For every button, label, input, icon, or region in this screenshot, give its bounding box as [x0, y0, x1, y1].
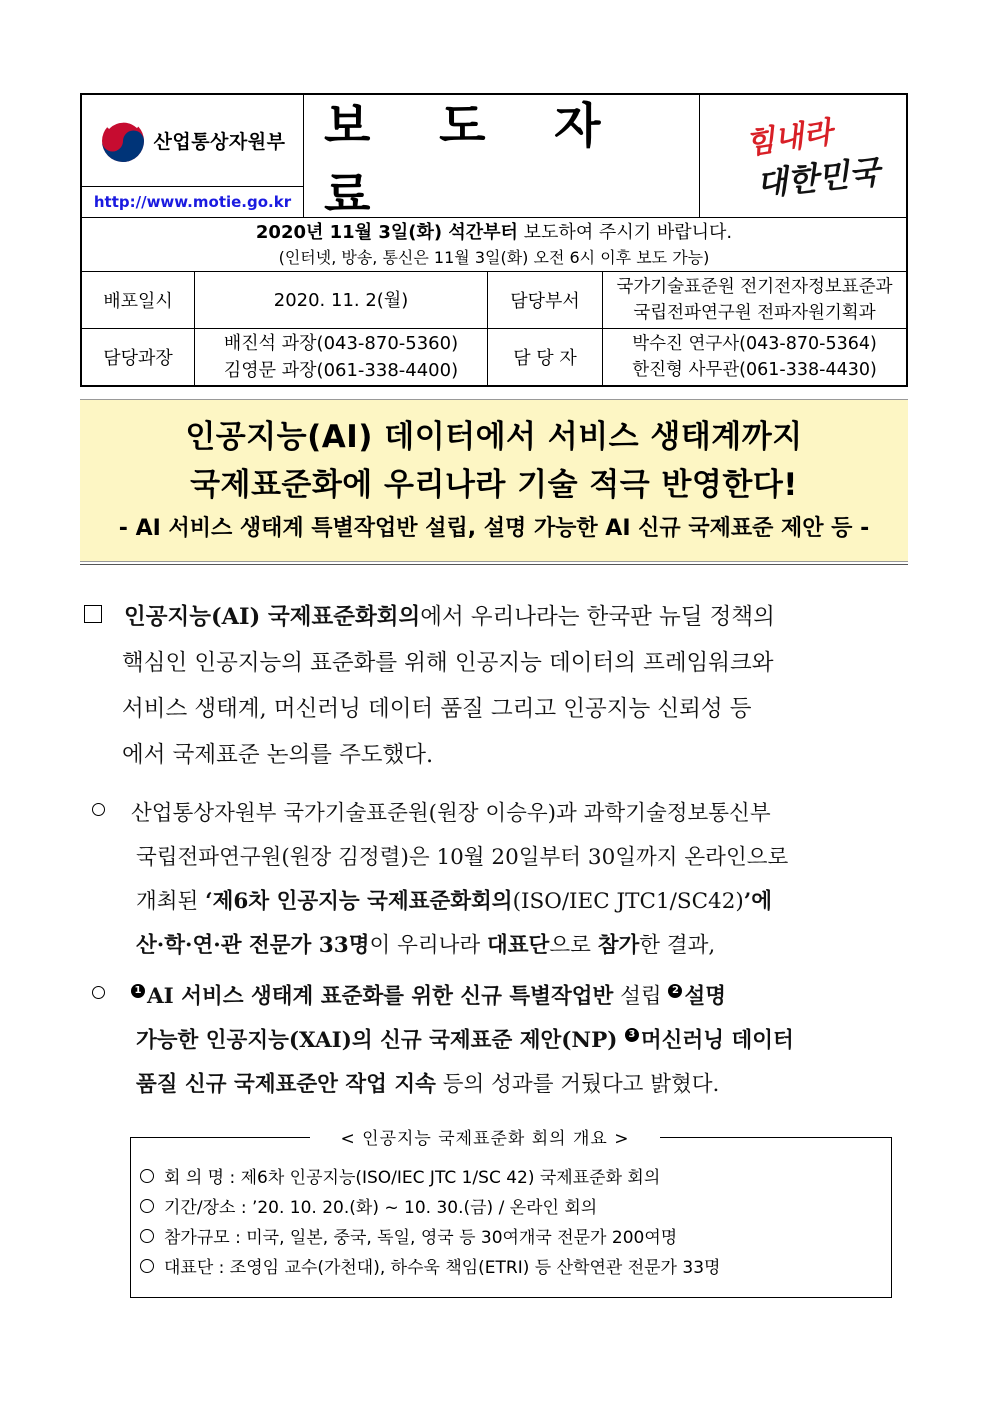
headline-line-1: 인공지능(AI) 데이터에서 서비스 생태계까지: [185, 418, 803, 455]
circle-bullet-icon: [92, 986, 105, 999]
meeting-name: ‘제6차 인공지능 국제표준화회의: [205, 889, 513, 914]
detail-text: 등의 성과를 거뒀다고 밝혔다.: [435, 1072, 720, 1097]
dept-2: 국립전파연구원 전파자원기획과: [633, 303, 876, 323]
dept-label: 담당부서: [488, 272, 603, 328]
overview-item: [140, 1193, 720, 1223]
ministry-name: 산업통상자원부: [153, 131, 286, 153]
detail-line: [92, 924, 912, 968]
achievement-3: 머신러닝 데이터: [640, 1028, 794, 1053]
ministry-logo-cell: [82, 95, 304, 217]
lead-bold: 인공지능(AI) 국제표준화회의: [124, 604, 421, 630]
detail-text: 개최된: [136, 889, 206, 914]
detail-text: 이 우리나라: [369, 933, 488, 958]
overview-title: < 인공지능 국제표준화 회의 개요 >: [310, 1124, 660, 1149]
achievement-2: 가능한 인공지능(XAI)의 신규 국제표준 제안(NP): [136, 1028, 625, 1053]
slogan-line-1: 힘내라: [742, 115, 834, 162]
press-release-header: [80, 93, 908, 387]
number-2-icon: 2: [668, 984, 682, 998]
dept-values: [603, 272, 906, 328]
slogan-line-2: 대한민국: [754, 152, 882, 204]
detail-text: ’에: [743, 889, 773, 914]
lead-text: 에서 우리나라는 한국판 뉴딜 정책의: [420, 604, 775, 630]
staff-2: 한진형 사무관(061-338-4430): [632, 360, 877, 380]
lead-paragraph: [84, 594, 914, 778]
overview-item-text: 대표단 : 조영임 교수(가천대), 하수욱 책임(ETRI) 등 산학연관 전문가 33명: [164, 1258, 721, 1278]
experts-count: 산·학·연·관 전문가 33명: [136, 933, 370, 958]
checkbox-square-icon: [84, 605, 102, 623]
lead-line: 핵심인 인공지능의 표준화를 위해 인공지능 데이터의 프레임워크와: [122, 650, 774, 676]
achievement-2: 설명: [684, 984, 727, 1009]
ministry-url-link[interactable]: http://www.motie.go.kr: [93, 193, 292, 211]
manager-1: 배진석 과장(043-870-5360): [223, 333, 459, 354]
detail-line: [92, 792, 912, 836]
detail-line: 국립전파연구원(원장 김정렬)은 10월 20일부터 30일까지 온라인으로: [136, 845, 789, 870]
slogan-logo: [700, 95, 906, 217]
overview-item: [140, 1223, 720, 1253]
detail-text: 한 결과,: [639, 933, 716, 958]
achievement-1: AI 서비스 생태계 표준화를 위한 신규 특별작업반: [147, 984, 614, 1009]
circle-bullet-icon: [140, 1229, 154, 1243]
detail-text: 설립: [613, 984, 669, 1009]
number-3-icon: 3: [625, 1028, 639, 1042]
lead-line: 에서 국제표준 논의를 주도했다.: [122, 742, 434, 768]
embargo-text: 보도하여 주시기 바랍니다.: [517, 221, 733, 243]
circle-bullet-icon: [140, 1169, 154, 1183]
embargo-date: 2020년 11월 3일(화) 석간부터: [255, 221, 518, 243]
manager-values: [195, 329, 488, 385]
release-label: 배포일시: [82, 272, 195, 328]
detail-line: [92, 1019, 912, 1063]
overview-item: [140, 1163, 720, 1193]
detail-paragraph-1: [92, 792, 912, 968]
circle-bullet-icon: [140, 1259, 154, 1273]
embargo-row: [82, 218, 906, 272]
ministry-logo: [82, 95, 303, 187]
circle-bullet-icon: [140, 1199, 154, 1213]
overview-item-text: 회 의 명 : 제6차 인공지능(ISO/IEC JTC 1/SC 42) 국제표준화 회의: [164, 1168, 661, 1188]
manager-label: 담당과장: [82, 329, 195, 385]
detail-paragraph-2: [92, 975, 912, 1107]
lead-line: 서비스 생태계, 머신러닝 데이터 품질 그리고 인공지능 신뢰성 등: [122, 696, 752, 722]
manager-2: 김영문 과장(061-338-4400): [223, 360, 459, 381]
number-1-icon: 1: [131, 984, 145, 998]
overview-list: [140, 1163, 720, 1283]
headline-box: [80, 399, 908, 562]
circle-bullet-icon: [92, 803, 105, 816]
contact-row: [82, 329, 906, 385]
achievement-3: 품질 신규 국제표준안 작업 지속: [136, 1072, 436, 1097]
participation: 참가: [597, 933, 640, 958]
staff-label: 담 당 자: [488, 329, 603, 385]
overview-item-text: 기간/장소 : ’20. 10. 20.(화) ~ 10. 30.(금) / 온라인 회의: [164, 1198, 598, 1218]
headline-subtitle: - AI 서비스 생태계 특별작업반 설립, 설명 가능한 AI 신규 국제표준 제안 등 -: [118, 515, 870, 541]
embargo-notice: [256, 220, 732, 245]
detail-line: [92, 975, 912, 1019]
detail-text: 산업통상자원부 국가기술표준원(원장 이승우)과 과학기술정보통신부: [131, 801, 771, 826]
staff-values: [603, 329, 906, 385]
embargo-note: (인터넷, 방송, 통신은 11월 3일(화) 오전 6시 이후 보도 가능): [278, 247, 710, 267]
overview-item: [140, 1253, 720, 1283]
staff-1: 박수진 연구사(043-870-5364): [632, 334, 877, 354]
lead-line: [84, 594, 914, 640]
detail-text: 으로: [549, 933, 598, 958]
overview-item-text: 참가규모 : 미국, 일본, 중국, 독일, 영국 등 30여개국 전문가 200여명: [164, 1228, 678, 1248]
detail-line: [92, 1063, 912, 1107]
document-title: 보 도 자 료: [304, 95, 700, 217]
header-top-row: [82, 95, 906, 223]
headline-line-2: 국제표준화에 우리나라 기술 적극 반영한다!: [190, 466, 798, 503]
release-date: 2020. 11. 2(월): [195, 272, 488, 328]
delegation: 대표단: [487, 933, 550, 958]
meeting-code: (ISO/IEC JTC1/SC42): [512, 889, 744, 914]
detail-line: [92, 880, 912, 924]
release-row: [82, 272, 906, 329]
dept-1: 국가기술표준원 전기전자정보표준과: [616, 277, 893, 297]
divider: [80, 564, 908, 565]
taegeuk-emblem-icon: [100, 118, 146, 164]
